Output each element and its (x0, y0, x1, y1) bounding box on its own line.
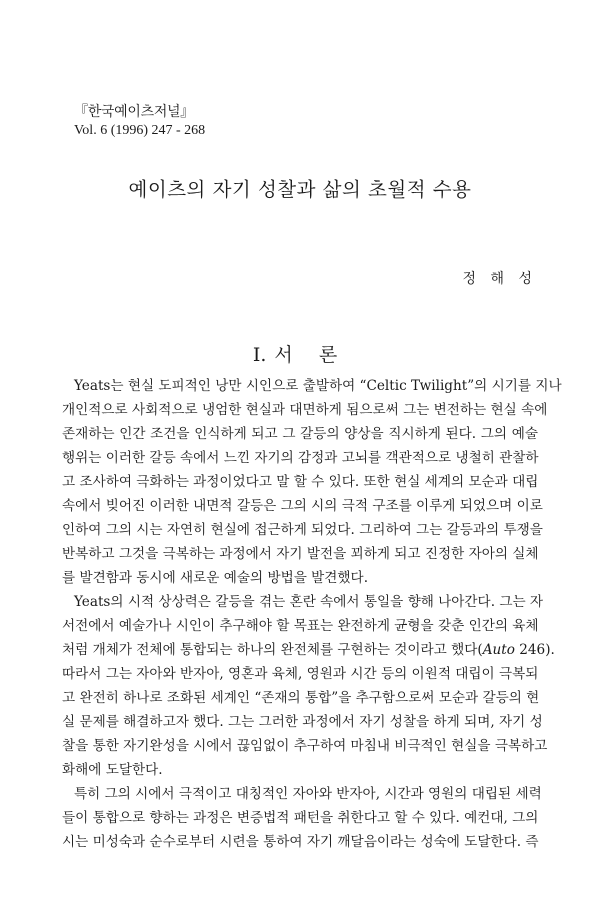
body-line: 고 완전히 하나로 조화된 세계인 “존재의 통합”을 추구함으로써 모순과 갈등의 현 (62, 690, 540, 706)
article-title: 예이츠의 자기 성찰과 삶의 초월적 수용 (128, 178, 472, 201)
citation-work-title: Auto (482, 642, 515, 658)
citation: Vol. 6 (1996) 247 - 268 (74, 123, 206, 138)
body-line: 인하여 그의 시는 자연히 현실에 접근하게 되었다. 그리하여 그는 갈등과의 투쟁을 (62, 522, 543, 538)
body-line: Yeats는 현실 도피적인 낭만 시인으로 출발하여 “Celtic Twilight”의 시기를 지나 (74, 378, 562, 394)
body-line: 찰을 통한 자기완성을 시에서 끊임없이 추구하여 마침내 비극적인 현실을 극복하고 (62, 738, 548, 754)
body-line: Yeats의 시적 상상력은 갈등을 겪는 혼란 속에서 통일을 향해 나아간다. 그는 자 (74, 594, 544, 610)
body-line: 속에서 빚어진 이러한 내면적 갈등은 그의 시의 극적 구조를 이루게 되었으며 이로 (62, 498, 543, 514)
body-line: 시는 미성숙과 순수로부터 시련을 통하여 자기 깨달음이라는 성숙에 도달한다. 즉 (62, 834, 539, 850)
body-line: 실 문제를 해결하고자 했다. 그는 그러한 과정에서 자기 성찰을 하게 되며, 자기 성 (62, 714, 543, 730)
body-line: 서전에서 예술가나 시인이 추구해야 할 목표는 완전하게 균형을 갖춘 인간의 육체 (62, 618, 539, 634)
journal-name: 『한국예이츠저널』 (74, 104, 194, 120)
body-line: 를 발견함과 동시에 새로운 예술의 방법을 발견했다. (62, 570, 369, 586)
body-line: 따라서 그는 자아와 반자아, 영혼과 육체, 영원과 시간 등의 이원적 대립이 극복되 (62, 666, 539, 682)
body-line: 개인적으로 사회적으로 냉엄한 현실과 대면하게 됨으로써 그는 변전하는 현실 속에 (62, 402, 548, 418)
body-line: 고 조사하여 극화하는 과정이었다고 말 할 수 있다. 또한 현실 세계의 모순과 대립 (62, 474, 539, 490)
body-line: 화해에 도달한다. (62, 762, 163, 778)
body-line: 들이 통합으로 향하는 과정은 변증법적 패턴을 취한다고 할 수 있다. 예컨대, 그의 (62, 810, 539, 826)
body-line: 처럼 개체가 전체에 통합되는 하나의 완전체를 구현하는 것이라고 했다(Auto 246). (62, 642, 555, 658)
body-line: 행위는 이러한 갈등 속에서 느낀 자기의 감정과 고뇌를 객관적으로 냉철히 관찰하 (62, 450, 539, 466)
section-heading (0, 340, 600, 367)
author-name: 정 해 성 (462, 271, 537, 287)
body-line: 존재하는 인간 조건을 인식하게 되고 그 갈등의 양상을 직시하게 된다. 그의 예술 (62, 426, 538, 442)
body-line: 반복하고 그것을 극복하는 과정에서 자기 발전을 꾀하게 되고 진정한 자아의 실체 (62, 546, 539, 562)
section-number: I. (252, 344, 267, 366)
body-line: 특히 그의 시에서 극적이고 대칭적인 자아와 반자아, 시간과 영원의 대립된 세력 (74, 786, 542, 802)
section-title: 서 론 (274, 344, 348, 366)
